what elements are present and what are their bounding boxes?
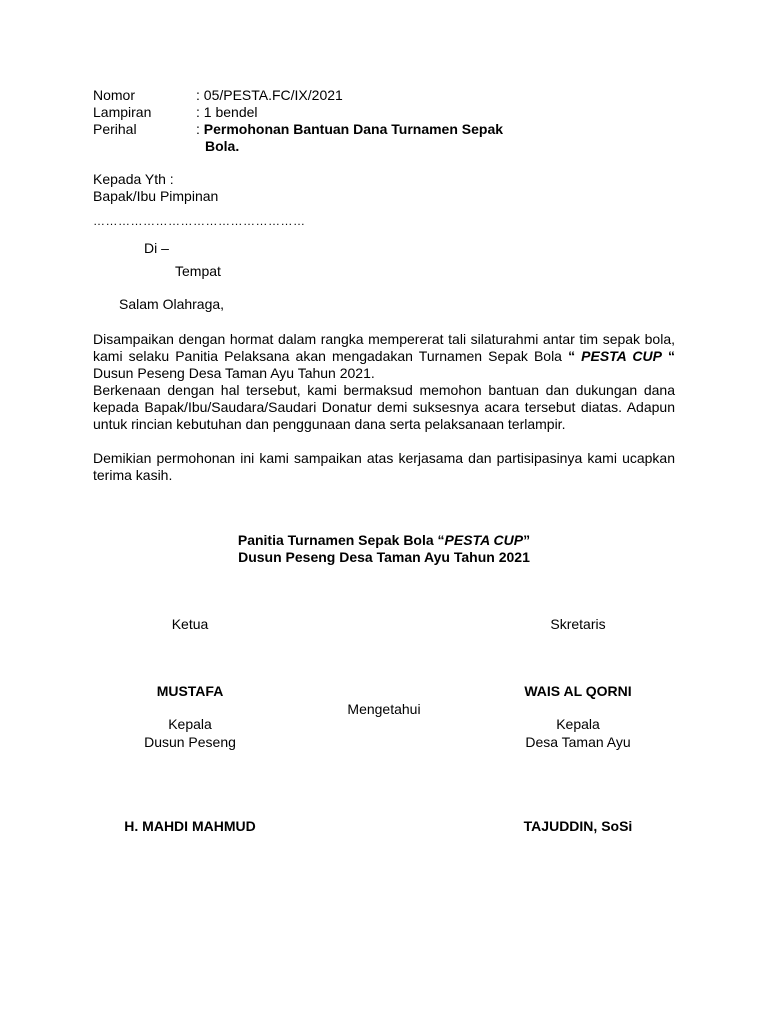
sekretaris-title: Skretaris	[550, 616, 606, 632]
perihal-label: Perihal	[93, 121, 137, 137]
perihal-subject-line2: Bola.	[205, 138, 240, 154]
ketua-title: Ketua	[171, 616, 209, 632]
body-paragraph-1	[93, 331, 675, 382]
committee-quote-close: ”	[523, 532, 531, 548]
kadus-name: H. MAHDI MAHMUD	[124, 818, 256, 834]
recipient-greeting: Kepada Yth :	[93, 171, 174, 187]
lampiran-value: : 1 bendel	[196, 104, 258, 120]
p1-quote-close: “	[661, 348, 676, 364]
recipient-dots: ……………………………………………	[93, 214, 306, 228]
perihal-subject: Permohonan Bantuan Dana Turnamen Sepak	[203, 121, 504, 137]
p1-end: Dusun Peseng Desa Taman Ayu Tahun 2021.	[93, 365, 375, 381]
kadus-title-2: Dusun Peseng	[144, 734, 236, 750]
committee-prefix: Panitia Turnamen Sepak Bola	[237, 532, 438, 548]
committee-event-name: PESTA CUP	[444, 532, 524, 548]
p1-quote-open: “	[568, 348, 582, 364]
nomor-value: : 05/PESTA.FC/IX/2021	[196, 87, 343, 103]
salutation: Salam Olahraga,	[119, 296, 225, 312]
p1-start: Disampaikan dengan hormat dalam rangka mempererat tali silaturahmi antar tim sepak bola, kami selaku Panitia Pelaksana akan mengadakan Turnamen Sepak Bola	[93, 331, 675, 364]
body-paragraph-3: Demikian permohonan ini kami sampaikan atas kerjasama dan partisipasinya kami ucapkan terima kasih.	[93, 450, 675, 483]
nomor-label: Nomor	[93, 87, 136, 103]
committee-line-2: Dusun Peseng Desa Taman Ayu Tahun 2021	[238, 549, 530, 565]
recipient-place: Tempat	[175, 263, 221, 279]
mengetahui-label: Mengetahui	[347, 701, 421, 717]
perihal-value	[196, 121, 503, 138]
kades-title-2: Desa Taman Ayu	[525, 734, 631, 750]
p1-event-name: PESTA CUP	[581, 348, 662, 364]
body-paragraph-2: Berkenaan dengan hal tersebut, kami bermaksud memohon bantuan dan dukungan dana kepada Bapak/Ibu/Saudara/Saudari Donatur demi suksesnya acara tersebut diatas. Adapun untuk rincian kebutuhan dan penggunaan dana serta pelaksanaan terlampir.	[93, 382, 675, 432]
committee-quote-open: “	[437, 532, 445, 548]
kadus-title-1: Kepala	[168, 716, 212, 732]
kades-title-1: Kepala	[556, 716, 600, 732]
committee-line-1	[184, 532, 584, 549]
ketua-name: MUSTAFA	[156, 683, 224, 699]
lampiran-label: Lampiran	[93, 104, 152, 120]
perihal-colon: :	[196, 121, 204, 137]
recipient-name: Bapak/Ibu Pimpinan	[93, 188, 219, 204]
sekretaris-name: WAIS AL QORNI	[524, 683, 632, 699]
kades-name: TAJUDDIN, SoSi	[523, 818, 633, 834]
recipient-di: Di –	[144, 240, 169, 256]
